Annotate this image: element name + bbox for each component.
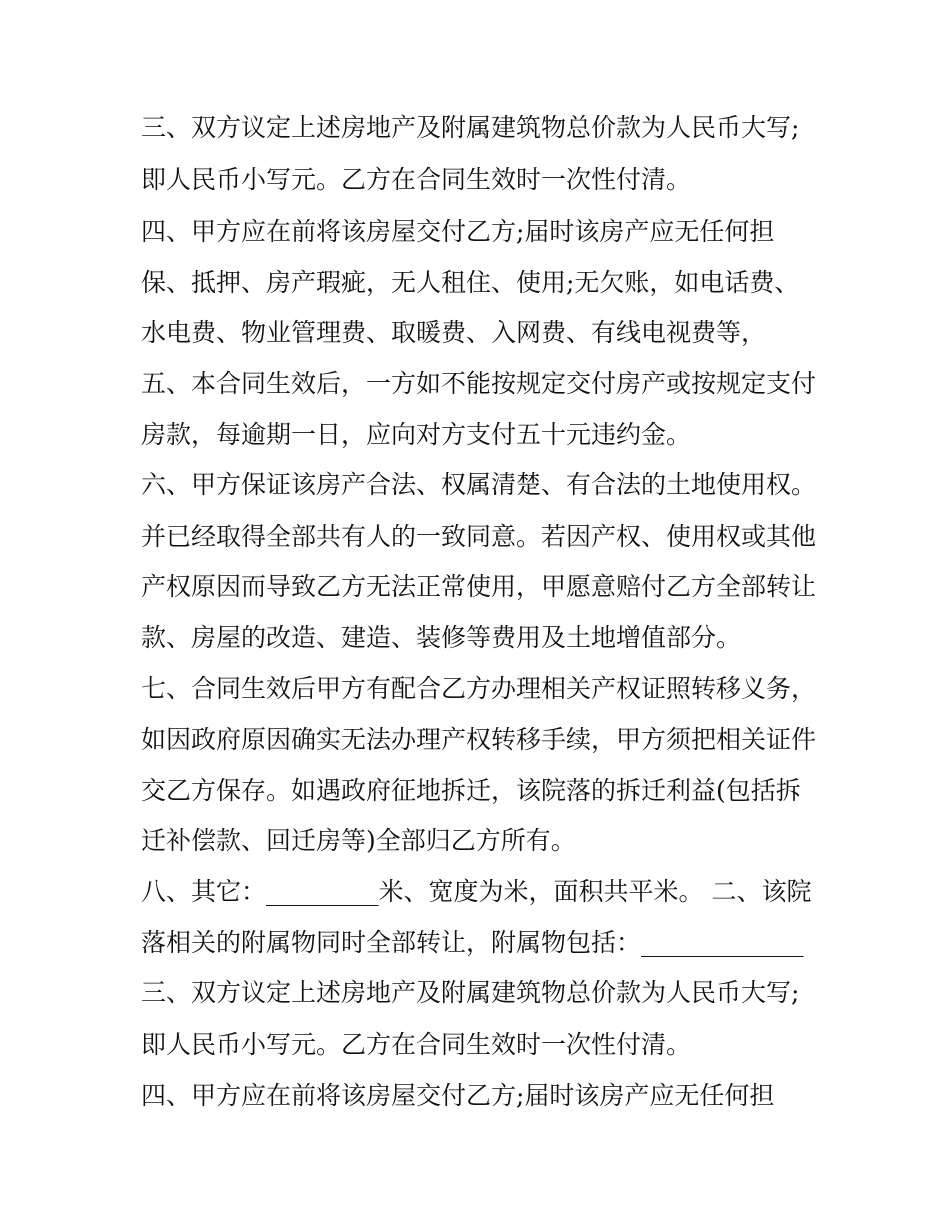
text-line: 并已经取得全部共有人的一致同意。若因产权、使用权或其他 — [141, 522, 817, 551]
text-line: 八、其它：_________米、宽度为米，面积共平米。 二、该院 — [141, 877, 812, 906]
text-line: 款、房屋的改造、建造、装修等费用及土地增值部分。 — [141, 623, 742, 652]
text-line: 三、双方议定上述房地产及附属建筑物总价款为人民币大写; — [141, 978, 800, 1007]
text-line: 五、本合同生效后，一方如不能按规定交付房产或按规定支付 — [141, 369, 817, 398]
text-line: 六、甲方保证该房产合法、权属清楚、有合法的土地使用权。 — [141, 470, 817, 499]
text-line: 即人民币小写元。乙方在合同生效时一次性付清。 — [141, 165, 692, 194]
text-line: 即人民币小写元。乙方在合同生效时一次性付清。 — [141, 1030, 692, 1059]
text-line: 产权原因而导致乙方无法正常使用，甲愿意赔付乙方全部转让 — [141, 572, 817, 601]
text-line: 三、双方议定上述房地产及附属建筑物总价款为人民币大写; — [141, 113, 800, 142]
text-line: 如因政府原因确实无法办理产权转移手续，甲方须把相关证件 — [141, 725, 817, 754]
text-line: 七、合同生效后甲方有配合乙方办理相关产权证照转移义务， — [141, 674, 817, 703]
text-line: 落相关的附属物同时全部转让，附属物包括：_____________ — [141, 928, 804, 957]
text-line: 水电费、物业管理费、取暖费、入网费、有线电视费等， — [141, 318, 767, 347]
text-line: 迁补偿款、回迁房等)全部归乙方所有。 — [141, 826, 576, 855]
text-line: 四、甲方应在前将该房屋交付乙方;届时该房产应无任何担 — [141, 217, 775, 246]
text-line: 四、甲方应在前将该房屋交付乙方;届时该房产应无任何担 — [141, 1081, 775, 1110]
text-line: 房款，每逾期一日，应向对方支付五十元违约金。 — [141, 420, 692, 449]
text-line: 保、抵押、房产瑕疵，无人租住、使用;无欠账，如电话费、 — [141, 268, 800, 297]
text-line: 交乙方保存。如遇政府征地拆迁，该院落的拆迁利益(包括拆 — [141, 776, 801, 805]
